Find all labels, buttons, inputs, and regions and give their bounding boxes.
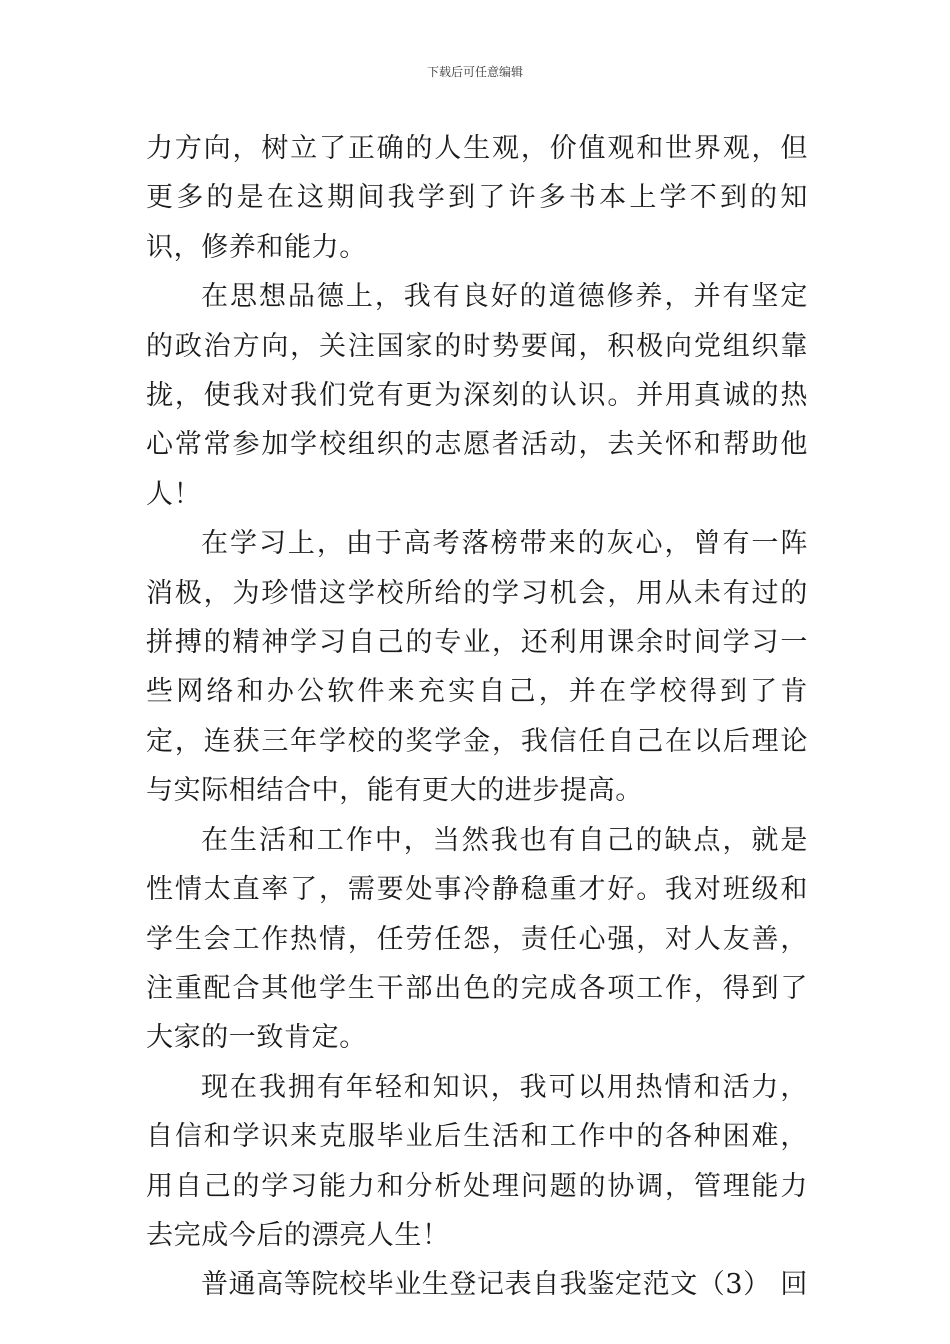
section-heading-trail: 回 — [780, 1269, 808, 1301]
section-heading — [146, 1260, 808, 1309]
paragraph-moral-character: 在思想品德上，我有良好的道德修养，并有坚定的政治方向，关注国家的时势要闻，积极向党组织靠拢，使我对我们党有更为深刻的认识。并用真诚的热心常常参加学校组织的志愿者活动，去关怀和帮助他人！ — [146, 281, 808, 510]
section-heading-title: 普通高等院校毕业生登记表自我鉴定范文（3） — [201, 1269, 771, 1301]
page-header-note: 下载后可任意编辑 — [426, 65, 523, 79]
paragraph-study: 在学习上，由于高考落榜带来的灰心，曾有一阵消极，为珍惜这学校所给的学习机会，用从未有过的拼搏的精神学习自己的专业，还利用课余时间学习一些网络和办公软件来充实自己，并在学校得到了肯定，连获三年学校的奖学金，我信任自己在以后理论与实际相结合中，能有更大的进步提高。 — [146, 528, 808, 807]
paragraph-life-and-work: 在生活和工作中，当然我也有自己的缺点，就是性情太直率了，需要处事冷静稳重才好。我对班级和学生会工作热情，任劳任怨，责任心强，对人友善，注重配合其他学生干部出色的完成各项工作，得到了大家的一致肯定。 — [146, 824, 808, 1054]
document-body — [146, 124, 808, 1310]
paragraph-future: 现在我拥有年轻和知识，我可以用热情和活力，自信和学识来克服毕业后生活和工作中的各种困难，用自己的学习能力和分析处理问题的协调，管理能力去完成今后的漂亮人生！ — [146, 1071, 808, 1251]
paragraph-continuation: 力方向，树立了正确的人生观，价值观和世界观，但更多的是在这期间我学到了许多书本上学不到的知识，修养和能力。 — [146, 133, 808, 263]
